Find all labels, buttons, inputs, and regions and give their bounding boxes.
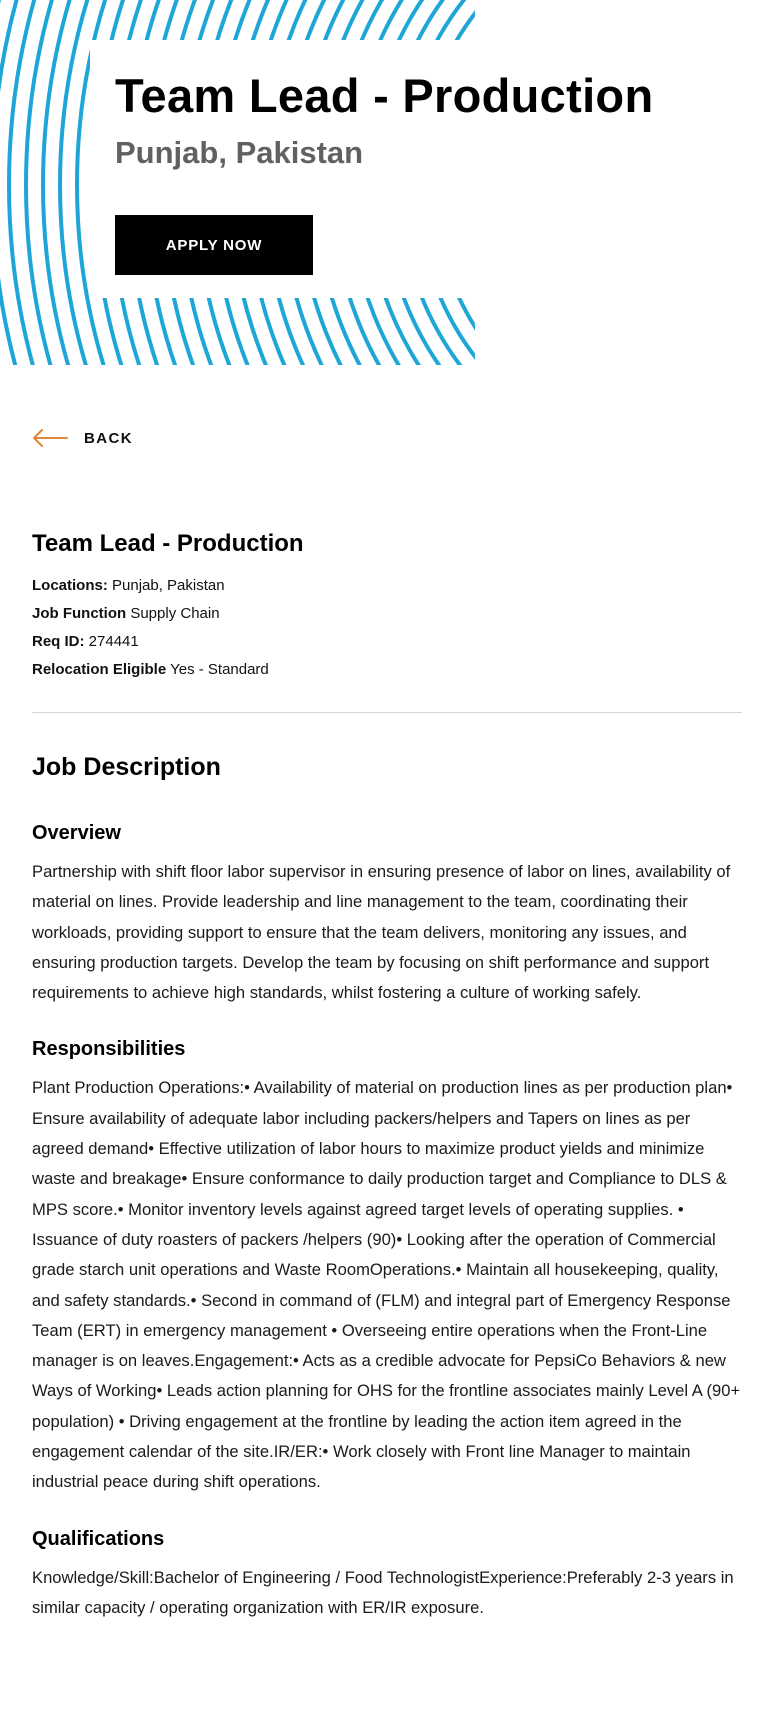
overview-heading: Overview <box>32 822 121 844</box>
meta-value: Yes - Standard <box>170 661 269 678</box>
qualifications-heading: Qualifications <box>32 1527 165 1550</box>
meta-relocation <box>32 656 742 684</box>
arrow-left-icon <box>32 429 68 447</box>
overview-body: Partnership with shift floor labor supervisor in ensuring presence of labor on lines, availability of material on lines. Provide leadership and line management to the team, coordinating their workloads, providing support to ensure that the team delivers, monitoring any issues, and ensuring production targets. Develop the team by focusing on shift performance and support requirements to achieve high standards, whilst fostering a culture of working safely. <box>32 862 731 1003</box>
back-link[interactable] <box>32 426 133 450</box>
meta-label: Job Function <box>32 605 127 622</box>
divider <box>32 712 742 713</box>
meta-label: Req ID: <box>32 633 85 650</box>
hero-banner <box>0 0 761 365</box>
apply-now-button[interactable]: APPLY NOW <box>115 215 313 275</box>
back-label: BACK <box>84 429 133 447</box>
meta-req-id <box>32 628 742 656</box>
hero-location: Punjab, Pakistan <box>115 135 364 170</box>
job-details <box>32 530 742 1653</box>
qualifications-body: Knowledge/Skill:Bachelor of Engineering / Food TechnologistExperience:Preferably 2-3 years in similar capacity / operating organization with ER/IR exposure. <box>32 1567 734 1617</box>
meta-locations <box>32 572 742 600</box>
meta-value: Punjab, Pakistan <box>112 577 225 594</box>
meta-value: 274441 <box>88 633 139 650</box>
job-title: Team Lead - Production <box>32 530 304 557</box>
hero-card <box>90 40 761 298</box>
meta-label: Relocation Eligible <box>32 661 167 678</box>
meta-label: Locations: <box>32 577 108 594</box>
job-description-heading: Job Description <box>32 753 221 781</box>
responsibilities-body: Plant Production Operations:• Availability of material on production lines as per production plan• Ensure availability of adequate labor including packers/helpers and Tapers on lines as per agreed demand• Effective utilization of labor hours to maximize product yields and minimize waste and breakage• Ensure conformance to daily production target and Compliance to DLS & MPS score.• Monitor inventory levels against agreed target levels of operating supplies. • Issuance of duty roasters of packers /helpers (90)• Looking after the operation of Commercial grade starch unit operations and Waste RoomOperations.• Maintain all housekeeping, quality, and safety standards.• Second in command of (FLM) and integral part of Emergency Response Team (ERT) in emergency management • Overseeing entire operations when the Front-Line manager is on leaves.Engagement:• Acts as a credible advocate for PepsiCo Behaviors & new Ways of Working• Leads action planning for OHS for the frontline associates mainly Level A (90+ population) • Driving engagement at the frontline by leading the action item agreed in the engagement calendar of the site.IR/ER:• Work closely with Front line Manager to maintain industrial peace during shift operations. <box>32 1078 741 1492</box>
meta-value: Supply Chain <box>130 605 220 622</box>
meta-job-function <box>32 600 742 628</box>
responsibilities-heading: Responsibilities <box>32 1038 186 1061</box>
hero-title: Team Lead - Production <box>115 69 654 122</box>
